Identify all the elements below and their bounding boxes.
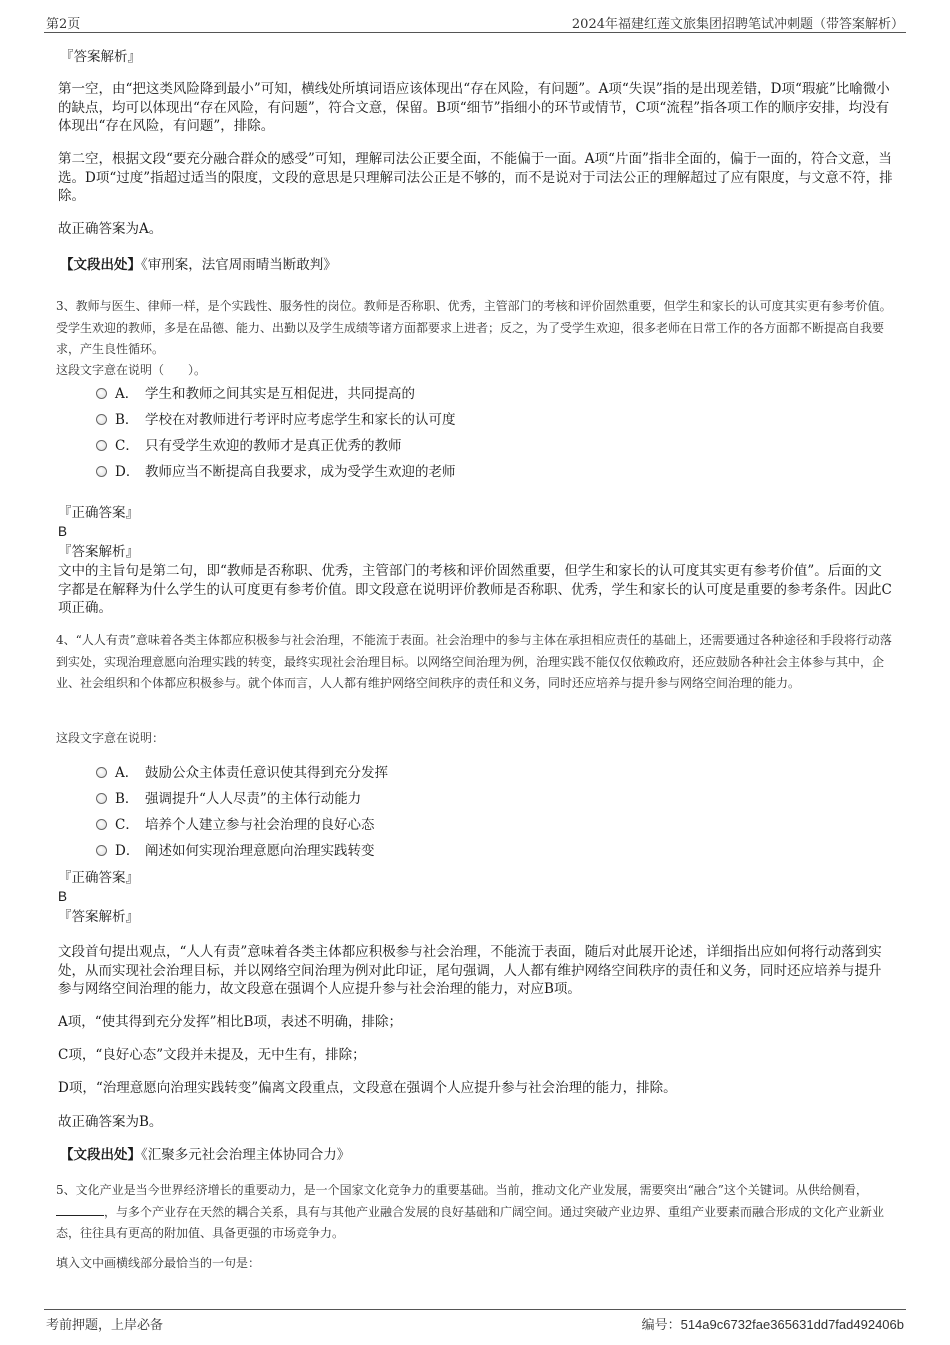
option-letter: B．: [115, 412, 139, 428]
q4-source-label: 【文段出处】: [60, 1147, 141, 1163]
q2-analysis-para2: 第二空，根据文段“要充分融合群众的感受”可知，理解司法公正要全面，不能偏于一面。A项“片面”指非全面的，偏于一面的，符合文意，当选。D项“过度”指超过适当的限度，文段的意思是只理解司法公正是不够的，而不是说对于司法公正的理解超过了应有限度，与文意不符，排除。: [58, 151, 893, 204]
radio-icon[interactable]: [96, 767, 107, 778]
radio-icon[interactable]: [96, 793, 107, 804]
q5-stem-after: ，与多个产业存在天然的耦合关系，具有与其他产业融合发展的良好基础和广阔空间。通过突破产业边界、重组产业要素而融合形成的文化产业新业态，往往具有更高的附加值、具备更强的市场竞争力。: [56, 1204, 885, 1240]
q4-source: [60, 1146, 350, 1165]
option-letter: A．: [115, 765, 139, 781]
option-text: 强调提升“人人尽责”的主体行动能力: [145, 791, 362, 807]
radio-icon[interactable]: [96, 466, 107, 477]
q4-answer: B: [58, 889, 68, 904]
q2-source-label: 【文段出处】: [60, 257, 141, 273]
q4-option-c[interactable]: [96, 816, 375, 834]
q5-stem: [56, 1180, 896, 1245]
page-number: 第2页: [46, 17, 81, 32]
q4-analysis-c: C项，“良好心态”文段并未提及，无中生有，排除；: [58, 1047, 366, 1063]
q2-source: [60, 256, 337, 275]
q3-option-c[interactable]: [96, 437, 402, 455]
option-letter: B．: [115, 791, 139, 807]
q3-question: 这段文字意在说明（ ）。: [56, 363, 207, 377]
option-text: 学校在对教师进行考评时应考虑学生和家长的认可度: [145, 412, 456, 428]
q4-question: 这段文字意在说明：: [56, 731, 165, 745]
footer-divider: [44, 1309, 906, 1310]
q3-analysis: 文中的主旨句是第二句，即“教师是否称职、优秀，主管部门的考核和评价固然重要，但学生和家长的认可度其实更有参考价值”。后面的文字都是在解释为什么学生的认可度更有参考价值。即文段意在说明评价教师是否称职、优秀，学生和家长的认可度是重要的参考条件。因此C项正确。: [58, 563, 892, 616]
footer-doc-code: [642, 1314, 904, 1333]
fill-blank: [56, 1203, 104, 1216]
radio-icon[interactable]: [96, 388, 107, 399]
q2-analysis-para1: 第一空，由“把这类风险降到最小”可知，横线处所填词语应该体现出“存在风险，有问题”。A项“失误”指的是出现差错，D项“瑕疵”比喻微小的缺点，均可以体现出“存在风险，有问题”，符合文意，保留。B项“细节”指细小的环节或情节，C项“流程”指各项工作的顺序安排，均没有体现出“存在风险，有问题”，排除。: [58, 81, 890, 134]
q3-option-d[interactable]: [96, 463, 456, 481]
q2-conclusion: 故正确答案为A。: [58, 221, 163, 237]
option-text: 只有受学生欢迎的教师才是真正优秀的教师: [145, 438, 402, 454]
radio-icon[interactable]: [96, 440, 107, 451]
option-letter: A．: [115, 386, 139, 402]
q4-analysis-main: 文段首句提出观点，“人人有责”意味着各类主体都应积极参与社会治理，不能流于表面，随后对此展开论述，详细指出应如何将行动落到实处，从而实现社会治理目标，并以网络空间治理为例对此印证，尾句强调，人人都有维护网络空间秩序的责任和义务，同时还应培养与提升参与网络空间治理的能力，故文段意在强调个人应提升参与社会治理的能力，对应B项。: [58, 944, 882, 997]
q4-analysis-a: A项，“使其得到充分发挥”相比B项，表述不明确，排除；: [58, 1014, 402, 1030]
document-title: 2024年福建红莲文旅集团招聘笔试冲刺题（带答案解析）: [571, 17, 904, 32]
q4-stem: 4、“人人有责”意味着各类主体都应积极参与社会治理，不能流于表面。社会治理中的参与主体在承担相应责任的基础上，还需要通过各种途径和手段将行动落到实处，实现治理意愿向治理实践的转变，最终实现社会治理目标。以网络空间治理为例，治理实践不能仅仅依赖政府，还应鼓励各种社会主体参与其中，企业、社会组织和个体都应积极参与。就个体而言，人人都有维护网络空间秩序的责任和义务，同时还应培养与提升参与网络空间治理的能力。: [56, 633, 892, 690]
option-text: 培养个人建立参与社会治理的良好心态: [145, 817, 375, 833]
q2-analysis-label: 『答案解析』: [60, 49, 141, 65]
footer-slogan: 考前押题，上岸必备: [46, 1318, 164, 1333]
q4-answer-label: 『正确答案』: [58, 870, 139, 886]
option-letter: D．: [115, 843, 140, 859]
q3-answer-label: 『正确答案』: [58, 505, 139, 521]
radio-icon[interactable]: [96, 845, 107, 856]
q3-stem: 3、教师与医生、律师一样，是个实践性、服务性的岗位。教师是否称职、优秀，主管部门的考核和评价固然重要，但学生和家长的认可度其实更有参考价值。受学生欢迎的教师，多是在品德、能力、出勤以及学生成绩等诸方面都要求上进者；反之，为了受学生欢迎，很多老师在日常工作的各方面都不断提高自我要求，产生良性循环。: [56, 299, 892, 356]
q3-option-a[interactable]: [96, 385, 415, 403]
q4-option-a[interactable]: [96, 764, 388, 782]
radio-icon[interactable]: [96, 414, 107, 425]
option-text: 鼓励公众主体责任意识使其得到充分发挥: [145, 765, 388, 781]
header-divider: [44, 32, 906, 33]
option-text: 阐述如何实现治理意愿向治理实践转变: [145, 843, 375, 859]
q4-conclusion: 故正确答案为B。: [58, 1114, 163, 1130]
option-letter: D．: [115, 464, 140, 480]
q3-answer: B: [58, 524, 68, 539]
option-letter: C．: [115, 817, 139, 833]
q4-analysis-label: 『答案解析』: [58, 909, 139, 925]
footer-code-value: 514a9c6732fae365631dd7fad492406b: [680, 1317, 904, 1332]
q4-option-b[interactable]: [96, 790, 361, 808]
q3-analysis-label: 『答案解析』: [58, 544, 139, 560]
option-letter: C．: [115, 438, 139, 454]
footer-code-label: 编号：: [641, 1318, 681, 1333]
option-text: 学生和教师之间其实是互相促进，共同提高的: [145, 386, 415, 402]
q4-option-d[interactable]: [96, 842, 375, 860]
q5-question: 填入文中画横线部分最恰当的一句是：: [56, 1256, 261, 1270]
option-text: 教师应当不断提高自我要求，成为受学生欢迎的老师: [145, 464, 456, 480]
q5-stem-before: 5、文化产业是当今世界经济增长的重要动力，是一个国家文化竞争力的重要基础。当前，推动文化产业发展，需要突出“融合”这个关键词。从供给侧看，: [56, 1183, 868, 1197]
q2-source-text: 《审刑案，法官周雨晴当断敢判》: [141, 257, 337, 273]
q3-option-b[interactable]: [96, 411, 456, 429]
radio-icon[interactable]: [96, 819, 107, 830]
q4-source-text: 《汇聚多元社会治理主体协同合力》: [141, 1147, 351, 1163]
q4-analysis-d: D项，“治理意愿向治理实践转变”偏离文段重点，文段意在强调个人应提升参与社会治理的能力，排除。: [58, 1080, 677, 1096]
